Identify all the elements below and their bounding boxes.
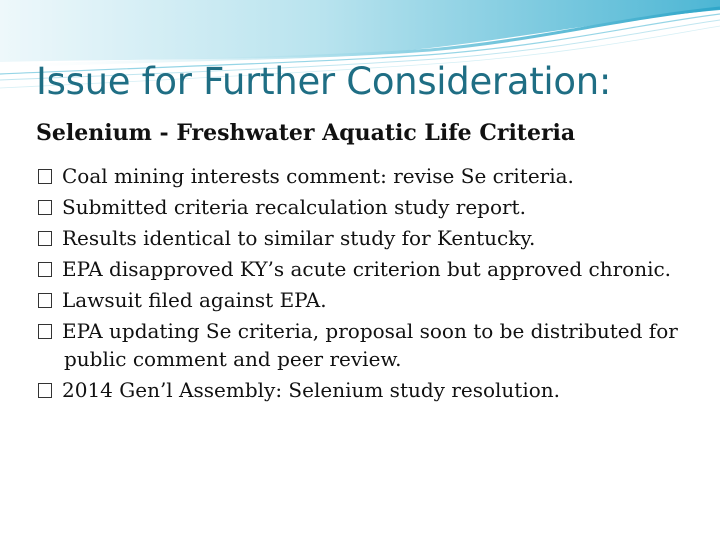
bullet-text: Lawsuit filed against EPA. <box>62 288 327 312</box>
bullet-item <box>38 376 678 404</box>
slide-subtitle: Selenium - Freshwater Aquatic Life Criteria <box>36 120 576 146</box>
square-bullet-icon <box>38 262 52 277</box>
slide-title: Issue for Further Consideration: <box>36 60 612 103</box>
square-bullet-icon <box>38 324 52 339</box>
bullet-item <box>38 162 678 190</box>
square-bullet-icon <box>38 293 52 308</box>
bullet-item <box>38 286 678 314</box>
bullet-text: Results identical to similar study for Kentucky. <box>62 226 536 250</box>
bullet-item <box>38 193 678 221</box>
bullet-text: 2014 Gen’l Assembly: Selenium study resolution. <box>62 378 561 402</box>
bullet-text: EPA updating Se criteria, proposal soon to be distributed for public comment and peer review. <box>62 319 678 371</box>
bullet-text: Submitted criteria recalculation study report. <box>62 195 526 219</box>
bullet-text: Coal mining interests comment: revise Se criteria. <box>62 164 574 188</box>
square-bullet-icon <box>38 383 52 398</box>
bullet-item <box>38 317 678 373</box>
square-bullet-icon <box>38 169 52 184</box>
bullet-text: EPA disapproved KY’s acute criterion but approved chronic. <box>62 257 672 281</box>
square-bullet-icon <box>38 200 52 215</box>
square-bullet-icon <box>38 231 52 246</box>
bullet-item <box>38 224 678 252</box>
bullet-list <box>38 162 678 407</box>
bullet-item <box>38 255 678 283</box>
